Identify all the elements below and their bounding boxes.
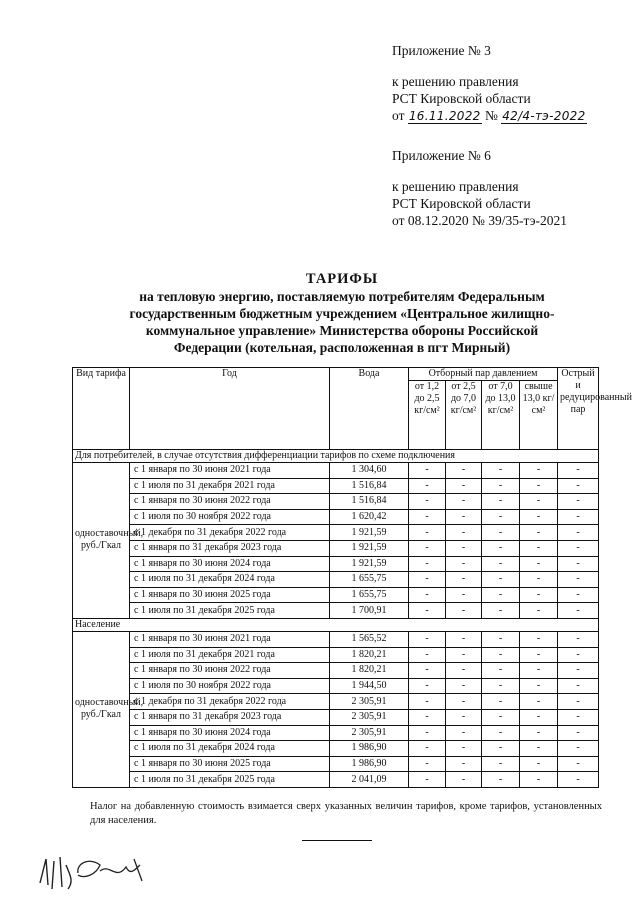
empty-tariff-cell: -	[446, 556, 482, 572]
empty-tariff-cell: -	[446, 572, 482, 588]
empty-tariff-cell: -	[558, 694, 599, 710]
section-row	[73, 618, 599, 631]
header-p1: от 1,2 до 2,5 кг/см²	[409, 381, 446, 450]
water-tariff-cell: 2 305,91	[330, 725, 409, 741]
empty-tariff-cell: -	[520, 663, 558, 679]
period-cell: с 1 января по 31 декабря 2023 года	[130, 709, 330, 725]
empty-tariff-cell: -	[520, 525, 558, 541]
period-cell: с 1 декабря по 31 декабря 2022 года	[130, 694, 330, 710]
empty-tariff-cell: -	[446, 725, 482, 741]
empty-tariff-cell: -	[520, 647, 558, 663]
empty-tariff-cell: -	[409, 603, 446, 619]
section-row	[73, 450, 599, 463]
water-tariff-cell: 2 305,91	[330, 709, 409, 725]
water-tariff-cell: 1 820,21	[330, 663, 409, 679]
appendix-3-decision-line	[392, 107, 587, 124]
heading-line-2: государственным бюджетным учреждением «Центральное жилищно-	[129, 306, 555, 321]
empty-tariff-cell: -	[558, 647, 599, 663]
period-cell: с 1 января по 30 июня 2021 года	[130, 631, 330, 647]
period-cell: с 1 июля по 31 декабря 2021 года	[130, 478, 330, 494]
empty-tariff-cell: -	[558, 725, 599, 741]
empty-tariff-cell: -	[446, 756, 482, 772]
empty-tariff-cell: -	[482, 478, 520, 494]
header-vid: Вид тарифа	[73, 368, 130, 450]
period-cell: с 1 июля по 30 ноября 2022 года	[130, 509, 330, 525]
empty-tariff-cell: -	[482, 756, 520, 772]
empty-tariff-cell: -	[520, 725, 558, 741]
table-row	[73, 494, 599, 510]
appendix-6-line1: к решению правления	[392, 179, 519, 194]
empty-tariff-cell: -	[520, 478, 558, 494]
water-tariff-cell: 1 655,75	[330, 587, 409, 603]
water-tariff-cell: 1 921,59	[330, 556, 409, 572]
header-god: Год	[130, 368, 330, 450]
empty-tariff-cell: -	[409, 678, 446, 694]
period-cell: с 1 июля по 31 декабря 2021 года	[130, 647, 330, 663]
empty-tariff-cell: -	[409, 725, 446, 741]
period-cell: с 1 января по 30 июня 2024 года	[130, 725, 330, 741]
table-row	[73, 709, 599, 725]
table-row	[73, 647, 599, 663]
empty-tariff-cell: -	[558, 756, 599, 772]
empty-tariff-cell: -	[558, 741, 599, 757]
empty-tariff-cell: -	[446, 494, 482, 510]
table-row	[73, 631, 599, 647]
water-tariff-cell: 1 820,21	[330, 647, 409, 663]
table-row	[73, 663, 599, 679]
appendix-6-block	[392, 147, 567, 229]
appendix-6-line3: от 08.12.2020 № 39/35-тэ-2021	[392, 213, 567, 228]
appendix-3-ot: от	[392, 108, 405, 123]
empty-tariff-cell: -	[482, 772, 520, 788]
table-row	[73, 756, 599, 772]
handwritten-date: 16.11.2022	[408, 109, 481, 123]
water-tariff-cell: 1 944,50	[330, 678, 409, 694]
header-otbor: Отборный пар давлением	[409, 368, 558, 381]
empty-tariff-cell: -	[482, 741, 520, 757]
empty-tariff-cell: -	[520, 709, 558, 725]
table-row	[73, 540, 599, 556]
period-cell: с 1 января по 30 июня 2022 года	[130, 663, 330, 679]
empty-tariff-cell: -	[558, 478, 599, 494]
document-heading	[100, 271, 584, 356]
empty-tariff-cell: -	[482, 540, 520, 556]
empty-tariff-cell: -	[409, 509, 446, 525]
water-tariff-cell: 1 565,52	[330, 631, 409, 647]
period-cell: с 1 июля по 31 декабря 2025 года	[130, 603, 330, 619]
period-cell: с 1 января по 30 июня 2025 года	[130, 756, 330, 772]
empty-tariff-cell: -	[482, 694, 520, 710]
period-cell: с 1 декабря по 31 декабря 2022 года	[130, 525, 330, 541]
appendix-3-line2: РСТ Кировской области	[392, 91, 531, 106]
empty-tariff-cell: -	[520, 756, 558, 772]
table-row	[73, 525, 599, 541]
tariff-type-cell: одноставочный, руб./Гкал	[73, 631, 130, 787]
water-tariff-cell: 1 700,91	[330, 603, 409, 619]
empty-tariff-cell: -	[558, 556, 599, 572]
empty-tariff-cell: -	[482, 663, 520, 679]
period-cell: с 1 июля по 31 декабря 2024 года	[130, 572, 330, 588]
empty-tariff-cell: -	[520, 509, 558, 525]
empty-tariff-cell: -	[520, 572, 558, 588]
table-row	[73, 509, 599, 525]
table-row	[73, 463, 599, 479]
empty-tariff-cell: -	[482, 556, 520, 572]
water-tariff-cell: 1 620,42	[330, 509, 409, 525]
empty-tariff-cell: -	[558, 463, 599, 479]
table-row	[73, 694, 599, 710]
empty-tariff-cell: -	[409, 556, 446, 572]
empty-tariff-cell: -	[409, 478, 446, 494]
empty-tariff-cell: -	[558, 572, 599, 588]
empty-tariff-cell: -	[409, 631, 446, 647]
period-cell: с 1 января по 30 июня 2024 года	[130, 556, 330, 572]
water-tariff-cell: 1 986,90	[330, 741, 409, 757]
period-cell: с 1 июля по 30 ноября 2022 года	[130, 678, 330, 694]
empty-tariff-cell: -	[446, 478, 482, 494]
empty-tariff-cell: -	[558, 603, 599, 619]
appendix-6-line2: РСТ Кировской области	[392, 196, 531, 211]
empty-tariff-cell: -	[446, 741, 482, 757]
table-row	[73, 478, 599, 494]
empty-tariff-cell: -	[409, 772, 446, 788]
empty-tariff-cell: -	[409, 694, 446, 710]
header-p4: свыше 13,0 кг/см²	[520, 381, 558, 450]
empty-tariff-cell: -	[446, 631, 482, 647]
empty-tariff-cell: -	[446, 678, 482, 694]
period-cell: с 1 января по 30 июня 2025 года	[130, 587, 330, 603]
empty-tariff-cell: -	[446, 709, 482, 725]
empty-tariff-cell: -	[520, 463, 558, 479]
table-row	[73, 725, 599, 741]
section-label: Население	[73, 618, 599, 631]
empty-tariff-cell: -	[558, 540, 599, 556]
empty-tariff-cell: -	[558, 709, 599, 725]
empty-tariff-cell: -	[520, 678, 558, 694]
appendix-6-title: Приложение № 6	[392, 148, 491, 163]
appendix-3-title: Приложение № 3	[392, 43, 491, 58]
empty-tariff-cell: -	[409, 525, 446, 541]
period-cell: с 1 января по 30 июня 2021 года	[130, 463, 330, 479]
period-cell: с 1 января по 30 июня 2022 года	[130, 494, 330, 510]
water-tariff-cell: 2 041,09	[330, 772, 409, 788]
table-row	[73, 741, 599, 757]
empty-tariff-cell: -	[409, 741, 446, 757]
empty-tariff-cell: -	[482, 631, 520, 647]
empty-tariff-cell: -	[482, 725, 520, 741]
empty-tariff-cell: -	[558, 525, 599, 541]
empty-tariff-cell: -	[482, 647, 520, 663]
table-row	[73, 587, 599, 603]
empty-tariff-cell: -	[482, 463, 520, 479]
empty-tariff-cell: -	[482, 603, 520, 619]
water-tariff-cell: 1 516,84	[330, 494, 409, 510]
table-row	[73, 678, 599, 694]
signature-scribble	[30, 845, 190, 900]
empty-tariff-cell: -	[482, 678, 520, 694]
empty-tariff-cell: -	[446, 647, 482, 663]
table-row	[73, 556, 599, 572]
empty-tariff-cell: -	[446, 663, 482, 679]
empty-tariff-cell: -	[446, 694, 482, 710]
empty-tariff-cell: -	[446, 540, 482, 556]
empty-tariff-cell: -	[558, 631, 599, 647]
vat-note: Налог на добавленную стоимость взимается сверх указанных величин тарифов, кроме тарифов, установленных для населения.	[90, 801, 602, 826]
heading-line-4: Федерации (котельная, расположенная в пгт Мирный)	[173, 340, 511, 355]
water-tariff-cell: 2 305,91	[330, 694, 409, 710]
empty-tariff-cell: -	[409, 663, 446, 679]
empty-tariff-cell: -	[482, 494, 520, 510]
empty-tariff-cell: -	[409, 463, 446, 479]
period-cell: с 1 июля по 31 декабря 2024 года	[130, 741, 330, 757]
empty-tariff-cell: -	[520, 494, 558, 510]
empty-tariff-cell: -	[520, 556, 558, 572]
empty-tariff-cell: -	[558, 772, 599, 788]
empty-tariff-cell: -	[446, 525, 482, 541]
header-p3: от 7,0 до 13,0 кг/см²	[482, 381, 520, 450]
empty-tariff-cell: -	[409, 494, 446, 510]
empty-tariff-cell: -	[409, 647, 446, 663]
empty-tariff-cell: -	[520, 772, 558, 788]
water-tariff-cell: 1 655,75	[330, 572, 409, 588]
tariff-table	[72, 367, 632, 788]
empty-tariff-cell: -	[558, 494, 599, 510]
empty-tariff-cell: -	[520, 631, 558, 647]
empty-tariff-cell: -	[482, 572, 520, 588]
table-row	[73, 572, 599, 588]
empty-tariff-cell: -	[482, 709, 520, 725]
heading-line-1: на тепловую энергию, поставляемую потребителям Федеральным	[139, 289, 545, 304]
tariff-type-cell: одноставочный, руб./Гкал	[73, 463, 130, 619]
empty-tariff-cell: -	[520, 694, 558, 710]
header-row-1	[73, 368, 599, 381]
empty-tariff-cell: -	[520, 741, 558, 757]
water-tariff-cell: 1 516,84	[330, 478, 409, 494]
empty-tariff-cell: -	[446, 509, 482, 525]
table-row	[73, 603, 599, 619]
empty-tariff-cell: -	[558, 509, 599, 525]
period-cell: с 1 января по 31 декабря 2023 года	[130, 540, 330, 556]
empty-tariff-cell: -	[409, 572, 446, 588]
empty-tariff-cell: -	[558, 678, 599, 694]
empty-tariff-cell: -	[520, 587, 558, 603]
divider-line	[302, 840, 372, 841]
header-voda: Вода	[330, 368, 409, 450]
period-cell: с 1 июля по 31 декабря 2025 года	[130, 772, 330, 788]
empty-tariff-cell: -	[482, 587, 520, 603]
section-label: Для потребителей, в случае отсутствия дифференциации тарифов по схеме подключения	[73, 450, 599, 463]
empty-tariff-cell: -	[446, 587, 482, 603]
empty-tariff-cell: -	[558, 663, 599, 679]
water-tariff-cell: 1 304,60	[330, 463, 409, 479]
empty-tariff-cell: -	[520, 603, 558, 619]
empty-tariff-cell: -	[409, 709, 446, 725]
heading-title: ТАРИФЫ	[305, 271, 379, 287]
empty-tariff-cell: -	[482, 525, 520, 541]
appendix-3-no: №	[484, 108, 498, 123]
empty-tariff-cell: -	[520, 540, 558, 556]
empty-tariff-cell: -	[482, 509, 520, 525]
empty-tariff-cell: -	[558, 587, 599, 603]
water-tariff-cell: 1 921,59	[330, 525, 409, 541]
handwritten-number: 42/4-тэ-2022	[502, 109, 586, 123]
header-ostr: Острый и редуцированный пар	[558, 368, 599, 450]
appendix-3-block	[392, 42, 587, 124]
appendix-3-line1: к решению правления	[392, 74, 519, 89]
empty-tariff-cell: -	[409, 756, 446, 772]
table-row	[73, 772, 599, 788]
empty-tariff-cell: -	[446, 772, 482, 788]
empty-tariff-cell: -	[446, 603, 482, 619]
water-tariff-cell: 1 921,59	[330, 540, 409, 556]
empty-tariff-cell: -	[409, 587, 446, 603]
empty-tariff-cell: -	[446, 463, 482, 479]
heading-line-3: коммунальное управление» Министерства обороны Российской	[145, 323, 539, 338]
water-tariff-cell: 1 986,90	[330, 756, 409, 772]
header-p2: от 2,5 до 7,0 кг/см²	[446, 381, 482, 450]
empty-tariff-cell: -	[409, 540, 446, 556]
